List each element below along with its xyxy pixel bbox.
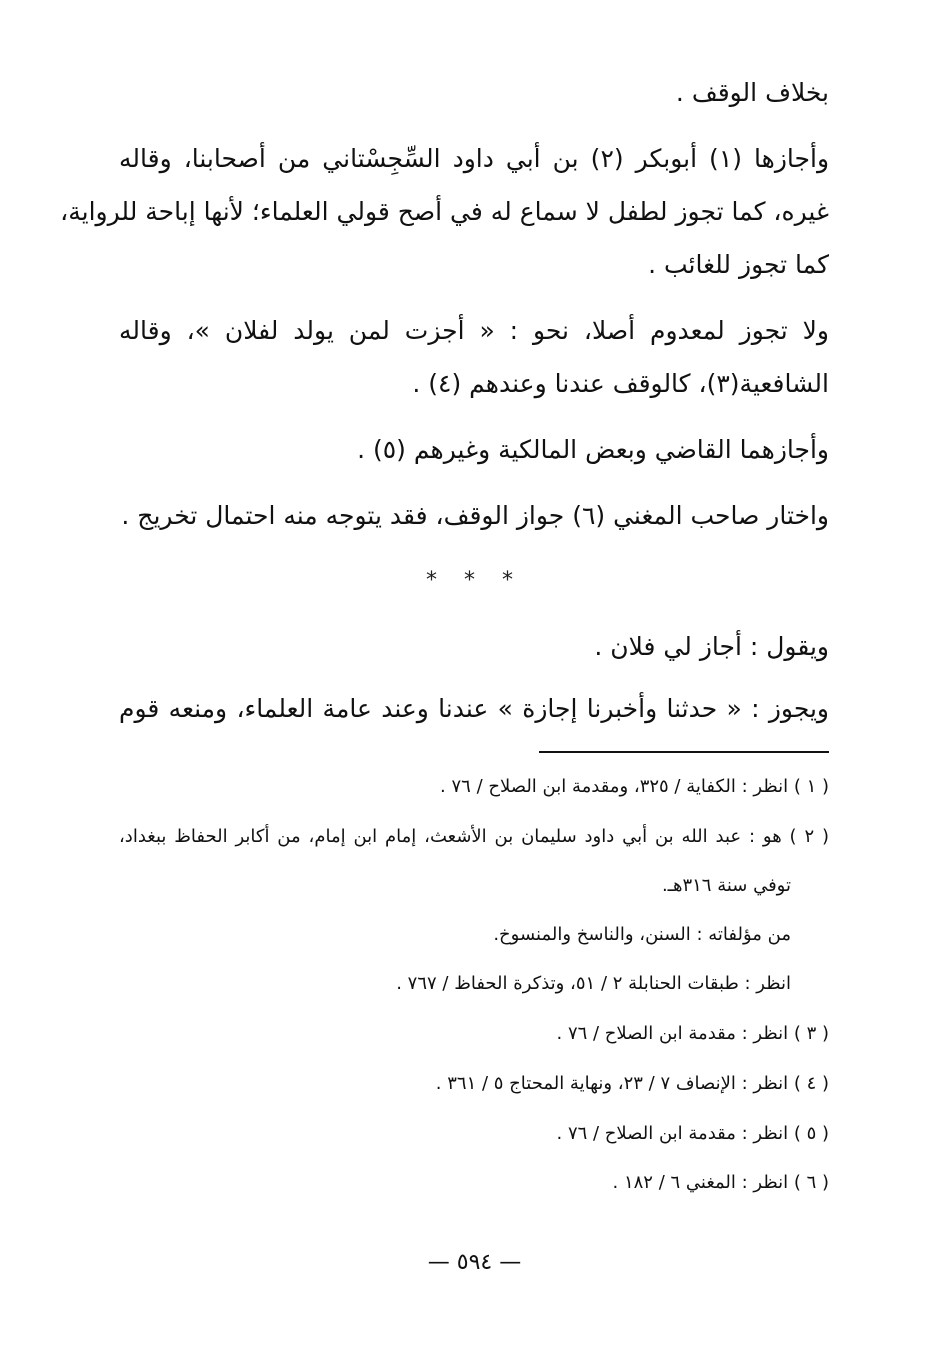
footnote-line: ( ٣ ) انظر : مقدمة ابن الصلاح / ٧٦ . <box>556 1023 829 1044</box>
footnote-line: ( ٦ ) انظر : المغني ٦ / ١٨٢ . <box>612 1172 829 1193</box>
paragraph-line: ويقول : أجاز لي فلان . <box>594 632 829 661</box>
paragraph-line: واختار صاحب المغني (٦) جواز الوقف، فقد يتوجه منه احتمال تخريج . <box>121 501 829 530</box>
paragraph-line: ويجوز : « حدثنا وأخبرنا إجازة » عندنا وعند عامة العلماء، ومنعه قوم <box>119 694 829 723</box>
footnote-line: ( ٢ ) هو : عبد الله بن أبي داود سليمان بن الأشعث، إمام ابن إمام، من أكابر الحفاظ ببغداد، <box>119 826 829 847</box>
footnote-divider <box>539 751 829 753</box>
paragraph-line: بخلاف الوقف . <box>675 78 829 107</box>
paragraph-line: ولا تجوز لمعدوم أصلا، نحو : « أجزت لمن يولد لفلان »، وقاله <box>119 316 829 345</box>
footnote-line: ( ٤ ) انظر : الإنصاف ٧ / ٢٣، ونهاية المحتاج ٥ / ٣٦١ . <box>435 1073 829 1094</box>
paragraph-line: كما تجوز للغائب . <box>648 250 829 279</box>
paragraph-line: وأجازهما القاضي وبعض المالكية وغيرهم (٥) . <box>357 435 829 464</box>
footnote-line: ( ٥ ) انظر : مقدمة ابن الصلاح / ٧٦ . <box>556 1123 829 1144</box>
footnote-line: انظر : طبقات الحنابلة ٢ / ٥١، وتذكرة الحفاظ / ٧٦٧ . <box>396 973 791 994</box>
paragraph-line: وأجازها (١) أبوبكر (٢) بن أبي داود السِّجِسْتاني من أصحابنا، وقاله <box>119 144 830 173</box>
paragraph-line: غيره، كما تجوز لطفل لا سماع له في أصح قولي العلماء؛ لأنها إباحة للرواية، <box>60 197 829 226</box>
footnote-line: ( ١ ) انظر : الكفاية / ٣٢٥، ومقدمة ابن الصلاح / ٧٦ . <box>440 776 829 797</box>
page-number: — ٥٩٤ — <box>427 1250 522 1275</box>
footnote-line: توفي سنة ٣١٦هـ. <box>661 875 791 896</box>
footnote-line: من مؤلفاته : السنن، والناسخ والمنسوخ. <box>493 924 791 945</box>
paragraph-line: الشافعية(٣)، كالوقف عندنا وعندهم (٤) . <box>412 369 829 398</box>
section-separator: * * * <box>426 568 523 593</box>
